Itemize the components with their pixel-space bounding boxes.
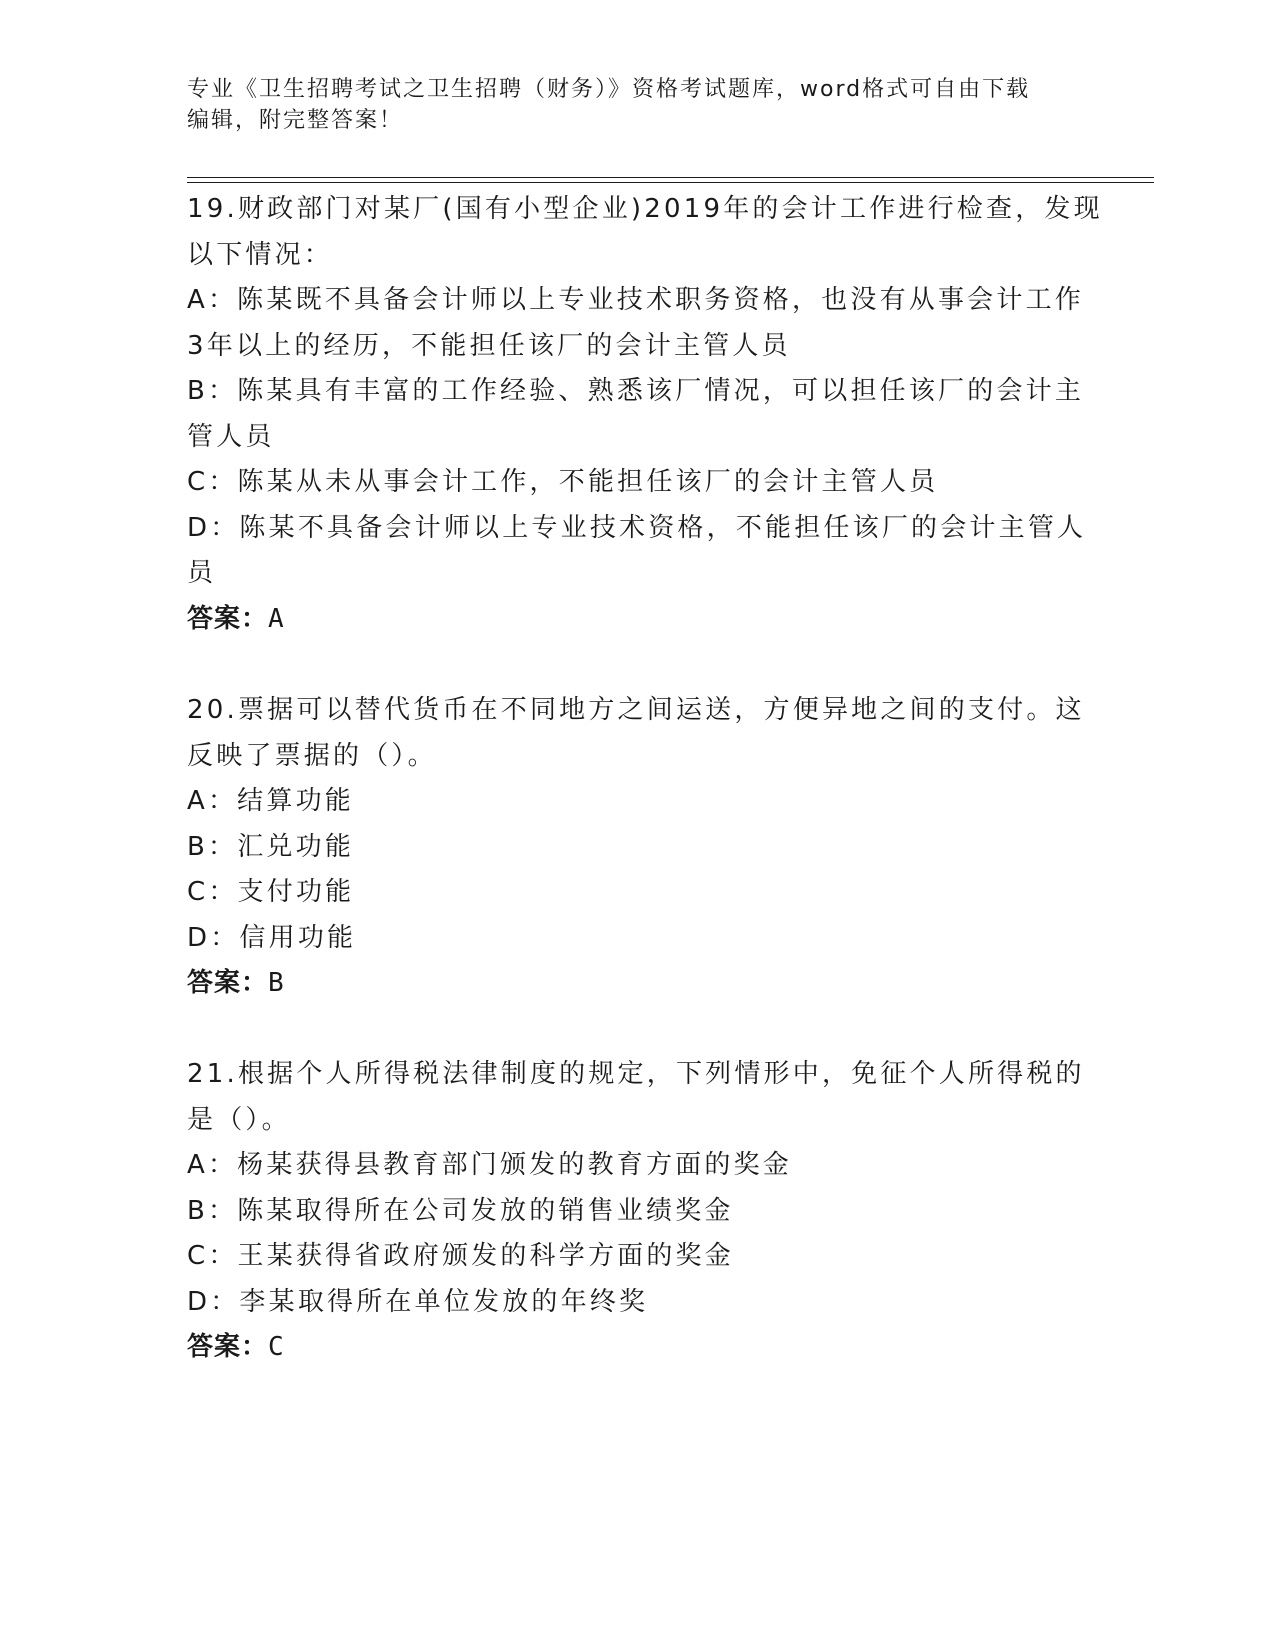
header-line-1: 专业《卫生招聘考试之卫生招聘（财务）》资格考试题库，word格式可自由下载 <box>187 77 1031 102</box>
option-a-line: A：杨某获得县教育部门颁发的教育方面的奖金 <box>187 1150 792 1180</box>
question-stem-line: 是（）。 <box>187 1104 291 1135</box>
question-stem-line: 21.根据个人所得税法律制度的规定，下列情形中，免征个人所得税的 <box>187 1059 1085 1089</box>
option-b-line: B：陈某具有丰富的工作经验、熟悉该厂情况，可以担任该厂的会计主 <box>187 376 1085 406</box>
answer-label: 答案： <box>187 968 269 998</box>
question-stem-line: 19.财政部门对某厂(国有小型企业)2019年的会计工作进行检查，发现 <box>187 194 1103 224</box>
answer-line <box>187 1325 1087 1371</box>
option-b-line: 管人员 <box>187 421 275 452</box>
option-d-line: D：李某取得所在单位发放的年终奖 <box>187 1286 649 1317</box>
answer-value: C <box>268 1332 285 1362</box>
option-b-line: B：汇兑功能 <box>187 831 355 862</box>
option-a-line: A：陈某既不具备会计师以上专业技术职务资格，也没有从事会计工作 <box>187 285 1084 315</box>
answer-value: B <box>268 968 285 998</box>
question-20 <box>187 688 1087 1007</box>
option-d-line: D：信用功能 <box>187 922 357 953</box>
question-stem-line: 20.票据可以替代货币在不同地方之间运送，方便异地之间的支付。这 <box>187 695 1085 725</box>
option-c-line: C：王某获得省政府颁发的科学方面的奖金 <box>187 1241 734 1271</box>
header-divider-bottom <box>187 182 1154 183</box>
question-stem-line: 以下情况： <box>187 239 334 270</box>
question-stem-line: 反映了票据的（）。 <box>187 740 437 771</box>
header-divider-top <box>187 177 1154 178</box>
answer-line <box>187 597 1087 643</box>
answer-label: 答案： <box>187 603 269 634</box>
option-c-line: C：支付功能 <box>187 877 355 907</box>
answer-value: A <box>268 603 285 634</box>
question-19 <box>187 187 1103 642</box>
header-line-2: 编辑，附完整答案！ <box>187 108 404 133</box>
answer-label: 答案： <box>187 1332 269 1362</box>
option-a-line: A：结算功能 <box>187 786 354 816</box>
option-c-line: C：陈某从未从事会计工作，不能担任该厂的会计主管人员 <box>187 467 939 497</box>
question-21 <box>187 1052 1087 1371</box>
option-d-line: D：陈某不具备会计师以上专业技术资格，不能担任该厂的会计主管人 <box>187 512 1087 543</box>
answer-line <box>187 961 1087 1007</box>
option-b-line: B：陈某取得所在公司发放的销售业绩奖金 <box>187 1195 734 1226</box>
document-header <box>187 74 1087 136</box>
option-a-line: 3年以上的经历，不能担任该厂的会计主管人员 <box>187 330 791 361</box>
option-d-line: 员 <box>187 558 217 588</box>
